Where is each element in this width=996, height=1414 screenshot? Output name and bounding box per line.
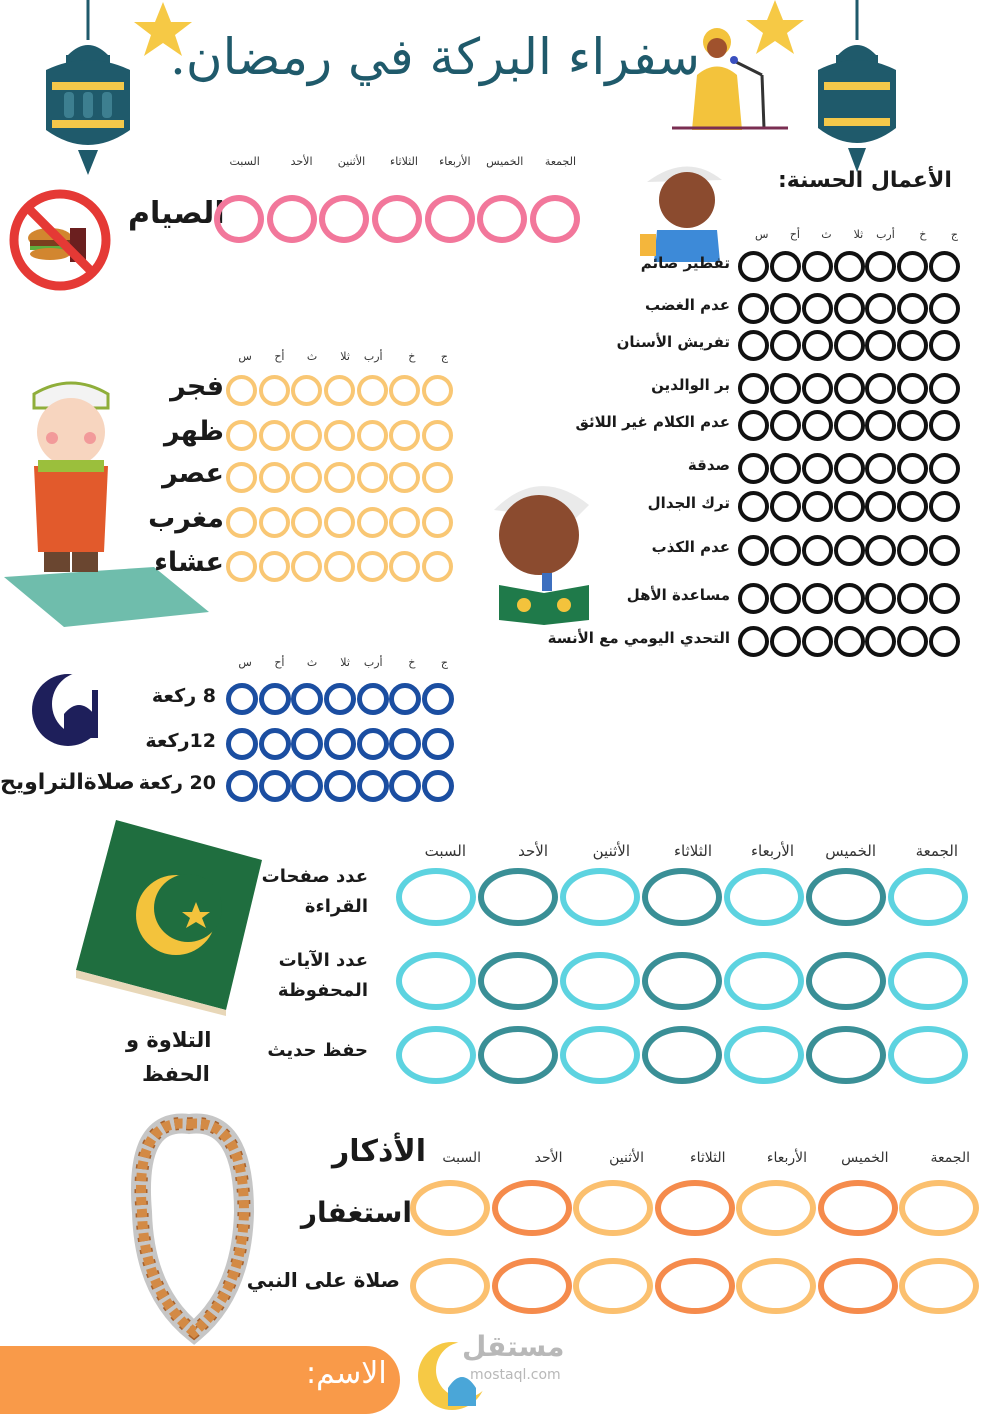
taraweeh-day-checkbox[interactable] [259, 683, 291, 715]
prayer-day-label: أح [274, 350, 285, 363]
quran-day-label: الثلاثاء [673, 842, 712, 860]
watermark-url: mostaql.com [470, 1367, 561, 1383]
deed-day-checkbox[interactable] [802, 491, 833, 522]
deed-day-checkbox[interactable] [834, 330, 865, 361]
prayer-day-checkbox[interactable] [357, 420, 388, 451]
deed-day-checkbox[interactable] [929, 251, 960, 282]
deed-day-checkbox[interactable] [929, 373, 960, 404]
deed-day-checkbox[interactable] [897, 373, 928, 404]
taraweeh-day-checkbox[interactable] [422, 683, 454, 715]
deed-label: تفطير صائم [640, 254, 730, 272]
taraweeh-option-label: 12ركعة [145, 730, 216, 752]
fasting-day-label: الثلاثاء [390, 155, 418, 168]
prayer-label: ظهر [163, 416, 224, 447]
lantern-left-icon [38, 0, 138, 180]
fasting-day-label: الأربعاء [439, 155, 471, 168]
quran-day-checkbox[interactable] [396, 1026, 476, 1084]
fasting-day-checkbox[interactable] [425, 195, 475, 243]
prayer-beads-icon [124, 1112, 264, 1348]
boy-with-lantern-icon [632, 152, 732, 262]
deed-label: عدم الكذب [651, 538, 730, 556]
prayer-day-label: خ [408, 350, 416, 363]
quran-day-checkbox[interactable] [642, 952, 722, 1010]
deed-day-checkbox[interactable] [802, 583, 833, 614]
quran-label-line1: التلاوة و [126, 1028, 212, 1052]
prayer-day-checkbox[interactable] [422, 551, 453, 582]
deed-day-checkbox[interactable] [929, 626, 960, 657]
deed-day-label: س [754, 228, 769, 241]
taraweeh-day-checkbox[interactable] [422, 770, 454, 802]
dhikr-label: الأذكار [332, 1134, 426, 1169]
deed-day-checkbox[interactable] [770, 535, 801, 566]
taraweeh-day-checkbox[interactable] [291, 728, 323, 760]
deed-day-checkbox[interactable] [802, 535, 833, 566]
quran-day-checkbox[interactable] [888, 868, 968, 926]
fasting-day-checkbox[interactable] [372, 195, 422, 243]
taraweeh-day-checkbox[interactable] [259, 728, 291, 760]
prayer-day-checkbox[interactable] [324, 462, 355, 493]
dhikr-day-label: الجمعة [930, 1150, 970, 1166]
taraweeh-day-checkbox[interactable] [324, 728, 356, 760]
dhikr-row-label: صلاة على النبي [246, 1268, 400, 1292]
prayer-day-label: س [238, 350, 252, 363]
deed-day-checkbox[interactable] [738, 453, 769, 484]
deed-day-checkbox[interactable] [897, 410, 928, 441]
taraweeh-day-checkbox[interactable] [226, 728, 258, 760]
deed-day-checkbox[interactable] [834, 251, 865, 282]
taraweeh-day-label: ج [440, 656, 448, 669]
deed-day-label: ث [821, 228, 832, 241]
deed-day-checkbox[interactable] [770, 330, 801, 361]
quran-day-checkbox[interactable] [396, 868, 476, 926]
deed-day-checkbox[interactable] [834, 535, 865, 566]
deed-day-checkbox[interactable] [897, 491, 928, 522]
quran-day-label: السبت [424, 842, 466, 860]
deed-day-checkbox[interactable] [897, 626, 928, 657]
dhikr-day-label: السبت [442, 1150, 481, 1166]
deed-day-checkbox[interactable] [897, 251, 928, 282]
deed-day-checkbox[interactable] [897, 535, 928, 566]
deed-day-checkbox[interactable] [802, 626, 833, 657]
deed-label: صدقة [687, 456, 730, 474]
deed-day-label: ثلا [853, 228, 864, 241]
prayer-day-checkbox[interactable] [226, 375, 257, 406]
page-title: سفراء البركة في رمضان. [170, 28, 700, 86]
prayer-day-checkbox[interactable] [226, 551, 257, 582]
fasting-day-checkbox[interactable] [267, 195, 317, 243]
deed-day-checkbox[interactable] [897, 293, 928, 324]
prayer-day-checkbox[interactable] [389, 462, 420, 493]
fasting-day-checkbox[interactable] [477, 195, 527, 243]
prayer-day-checkbox[interactable] [357, 507, 388, 538]
taraweeh-day-checkbox[interactable] [226, 683, 258, 715]
deed-day-checkbox[interactable] [738, 491, 769, 522]
prayer-day-checkbox[interactable] [422, 462, 453, 493]
taraweeh-day-checkbox[interactable] [226, 770, 258, 802]
dhikr-day-checkbox[interactable] [899, 1180, 979, 1236]
quran-day-label: الأثنين [592, 842, 630, 860]
dhikr-day-checkbox[interactable] [492, 1180, 572, 1236]
prayer-day-checkbox[interactable] [324, 551, 355, 582]
boy-reading-quran-icon [484, 465, 604, 625]
deed-day-checkbox[interactable] [738, 626, 769, 657]
prayer-day-checkbox[interactable] [259, 507, 290, 538]
taraweeh-option-label: 20 ركعة [138, 772, 216, 794]
prayer-day-checkbox[interactable] [357, 375, 388, 406]
dhikr-day-checkbox[interactable] [899, 1258, 979, 1314]
deed-day-checkbox[interactable] [834, 491, 865, 522]
dhikr-day-checkbox[interactable] [655, 1180, 735, 1236]
deed-day-checkbox[interactable] [834, 583, 865, 614]
taraweeh-day-label: ث [306, 656, 318, 669]
prayer-day-checkbox[interactable] [324, 375, 355, 406]
deed-day-checkbox[interactable] [770, 373, 801, 404]
deed-day-checkbox[interactable] [770, 626, 801, 657]
quran-day-checkbox[interactable] [478, 868, 558, 926]
prayer-day-checkbox[interactable] [422, 375, 453, 406]
deed-day-checkbox[interactable] [770, 453, 801, 484]
quran-day-checkbox[interactable] [642, 1026, 722, 1084]
deed-day-checkbox[interactable] [738, 251, 769, 282]
deed-day-checkbox[interactable] [738, 373, 769, 404]
quran-row-label-line2: القراءة [304, 896, 368, 917]
taraweeh-day-checkbox[interactable] [324, 683, 356, 715]
dhikr-day-label: الخميس [841, 1150, 889, 1166]
quran-day-checkbox[interactable] [806, 1026, 886, 1084]
deed-day-label: ج [950, 228, 958, 241]
dhikr-day-checkbox[interactable] [573, 1258, 653, 1314]
prayer-label: مغرب [148, 503, 224, 534]
deed-day-checkbox[interactable] [897, 453, 928, 484]
prayer-label: فجر [170, 371, 224, 402]
deed-day-checkbox[interactable] [865, 293, 896, 324]
deed-day-checkbox[interactable] [770, 410, 801, 441]
deed-day-checkbox[interactable] [802, 293, 833, 324]
dhikr-day-checkbox[interactable] [818, 1258, 898, 1314]
dhikr-day-label: الأربعاء [766, 1150, 807, 1166]
prayer-day-checkbox[interactable] [226, 420, 257, 451]
deed-day-checkbox[interactable] [802, 410, 833, 441]
dhikr-day-checkbox[interactable] [736, 1258, 816, 1314]
deed-day-checkbox[interactable] [802, 453, 833, 484]
dhikr-day-checkbox[interactable] [736, 1180, 816, 1236]
prayer-day-label: أرب [363, 350, 383, 363]
deed-day-checkbox[interactable] [929, 491, 960, 522]
taraweeh-day-checkbox[interactable] [389, 683, 421, 715]
deed-day-checkbox[interactable] [738, 330, 769, 361]
fasting-day-checkbox[interactable] [530, 195, 580, 243]
deed-day-checkbox[interactable] [738, 293, 769, 324]
taraweeh-day-checkbox[interactable] [291, 770, 323, 802]
deed-day-checkbox[interactable] [770, 251, 801, 282]
deed-day-checkbox[interactable] [770, 293, 801, 324]
taraweeh-day-checkbox[interactable] [389, 728, 421, 760]
quran-day-checkbox[interactable] [724, 1026, 804, 1084]
prayer-day-checkbox[interactable] [422, 507, 453, 538]
prayer-day-checkbox[interactable] [259, 420, 290, 451]
taraweeh-label: صلاةالتراويح [0, 770, 135, 795]
deed-day-label: أرب [876, 228, 895, 241]
dhikr-day-checkbox[interactable] [655, 1258, 735, 1314]
deed-day-checkbox[interactable] [738, 410, 769, 441]
taraweeh-day-checkbox[interactable] [357, 683, 389, 715]
deed-day-checkbox[interactable] [865, 453, 896, 484]
prayer-day-checkbox[interactable] [291, 462, 322, 493]
quran-day-checkbox[interactable] [478, 1026, 558, 1084]
dhikr-day-checkbox[interactable] [573, 1180, 653, 1236]
quran-book-icon [76, 820, 262, 1015]
taraweeh-day-label: أح [274, 656, 285, 669]
quran-row-label-line1: حفظ حديث [267, 1040, 368, 1061]
taraweeh-day-checkbox[interactable] [324, 770, 356, 802]
taraweeh-day-checkbox[interactable] [291, 683, 323, 715]
deed-label: ترك الجدال [647, 494, 730, 512]
deed-day-checkbox[interactable] [865, 373, 896, 404]
quran-day-checkbox[interactable] [724, 868, 804, 926]
quran-day-label: الخميس [825, 842, 876, 860]
dhikr-day-label: الأحد [534, 1150, 563, 1166]
prayer-day-label: ث [306, 350, 318, 363]
dhikr-day-checkbox[interactable] [410, 1180, 490, 1236]
taraweeh-day-checkbox[interactable] [389, 770, 421, 802]
prayer-label: عصر [162, 458, 224, 489]
fasting-day-checkbox[interactable] [214, 195, 264, 243]
quran-row-label-line1: عدد صفحات [261, 866, 368, 887]
deed-day-checkbox[interactable] [865, 251, 896, 282]
taraweeh-day-label: س [238, 656, 252, 669]
name-label: الاسم: [306, 1356, 387, 1391]
prayer-day-checkbox[interactable] [389, 551, 420, 582]
deed-label: عدم الغضب [644, 296, 730, 314]
taraweeh-day-label: أرب [363, 656, 383, 669]
prayer-day-checkbox[interactable] [291, 507, 322, 538]
prayer-day-checkbox[interactable] [422, 420, 453, 451]
dhikr-row-label: استغفار [300, 1196, 412, 1229]
deed-day-checkbox[interactable] [865, 535, 896, 566]
prayer-day-checkbox[interactable] [226, 507, 257, 538]
dhikr-day-checkbox[interactable] [818, 1180, 898, 1236]
taraweeh-option-label: 8 ركعة [151, 685, 216, 707]
quran-label-line2: الحفظ [142, 1062, 210, 1086]
prayer-day-checkbox[interactable] [259, 462, 290, 493]
deed-day-checkbox[interactable] [929, 583, 960, 614]
taraweeh-day-label: خ [408, 656, 416, 669]
deed-label: مساعدة الأهل [626, 586, 730, 604]
prayer-label: عشاء [154, 547, 224, 578]
quran-day-checkbox[interactable] [888, 1026, 968, 1084]
deed-day-checkbox[interactable] [897, 330, 928, 361]
quran-day-checkbox[interactable] [396, 952, 476, 1010]
deed-label: عدم الكلام غير اللائق [575, 413, 730, 431]
quran-day-checkbox[interactable] [560, 952, 640, 1010]
deed-day-checkbox[interactable] [802, 330, 833, 361]
deed-day-checkbox[interactable] [929, 535, 960, 566]
deed-day-checkbox[interactable] [929, 330, 960, 361]
fasting-day-label: الأثنين [337, 155, 366, 168]
quran-row-label-line1: عدد الآيات [278, 950, 368, 971]
dhikr-day-checkbox[interactable] [410, 1258, 490, 1314]
prayer-day-checkbox[interactable] [324, 420, 355, 451]
fasting-day-label: الأحد [290, 155, 313, 168]
prayer-day-label: ج [440, 350, 448, 363]
deed-label: تفريش الأسنان [616, 333, 730, 351]
deed-day-checkbox[interactable] [929, 293, 960, 324]
fasting-day-label: السبت [229, 155, 260, 168]
dhikr-day-label: الأثنين [609, 1150, 644, 1166]
quran-day-checkbox[interactable] [806, 868, 886, 926]
deed-day-checkbox[interactable] [738, 535, 769, 566]
prayer-day-checkbox[interactable] [291, 420, 322, 451]
fasting-day-checkbox[interactable] [319, 195, 369, 243]
no-food-icon [8, 188, 112, 292]
deed-day-checkbox[interactable] [834, 410, 865, 441]
quran-day-checkbox[interactable] [478, 952, 558, 1010]
deed-day-label: خ [919, 228, 927, 241]
deed-day-checkbox[interactable] [865, 583, 896, 614]
quran-day-checkbox[interactable] [560, 1026, 640, 1084]
deed-label: بر الوالدين [651, 376, 730, 394]
quran-day-checkbox[interactable] [724, 952, 804, 1010]
quran-day-checkbox[interactable] [888, 952, 968, 1010]
taraweeh-day-checkbox[interactable] [357, 770, 389, 802]
prayer-day-checkbox[interactable] [357, 551, 388, 582]
deed-label: التحدي اليومي مع الأنسة [547, 629, 730, 647]
deed-day-checkbox[interactable] [802, 373, 833, 404]
quran-day-label: الأحد [518, 842, 548, 860]
prayer-day-label: ثلا [340, 350, 350, 363]
deed-day-checkbox[interactable] [865, 491, 896, 522]
fasting-label: الصيام [128, 196, 225, 231]
deed-day-checkbox[interactable] [929, 410, 960, 441]
quran-row-label-line2: المحفوظة [277, 980, 368, 1001]
prayer-day-checkbox[interactable] [259, 375, 290, 406]
quran-day-checkbox[interactable] [560, 868, 640, 926]
deed-day-checkbox[interactable] [802, 251, 833, 282]
good-deeds-heading: الأعمال الحسنة: [778, 168, 952, 193]
quran-day-label: الجمعة [915, 842, 958, 860]
prayer-day-checkbox[interactable] [389, 507, 420, 538]
deed-day-checkbox[interactable] [929, 453, 960, 484]
prayer-day-checkbox[interactable] [259, 551, 290, 582]
deed-day-checkbox[interactable] [834, 373, 865, 404]
crescent-mosque-icon [30, 670, 110, 750]
deed-day-checkbox[interactable] [897, 583, 928, 614]
taraweeh-day-checkbox[interactable] [422, 728, 454, 760]
lantern-right-icon [810, 0, 905, 175]
dhikr-day-label: الثلاثاء [690, 1150, 726, 1166]
deed-day-checkbox[interactable] [770, 491, 801, 522]
deed-day-checkbox[interactable] [865, 330, 896, 361]
taraweeh-day-checkbox[interactable] [357, 728, 389, 760]
quran-day-label: الأربعاء [750, 842, 794, 860]
deed-day-checkbox[interactable] [738, 583, 769, 614]
prayer-day-checkbox[interactable] [291, 551, 322, 582]
watermark-text: مستقل [462, 1330, 565, 1363]
taraweeh-day-checkbox[interactable] [259, 770, 291, 802]
dhikr-day-checkbox[interactable] [492, 1258, 572, 1314]
deed-day-checkbox[interactable] [865, 626, 896, 657]
prayer-day-checkbox[interactable] [324, 507, 355, 538]
deed-day-checkbox[interactable] [834, 453, 865, 484]
quran-day-checkbox[interactable] [806, 952, 886, 1010]
prayer-day-checkbox[interactable] [357, 462, 388, 493]
quran-day-checkbox[interactable] [642, 868, 722, 926]
fasting-day-label: الخميس [486, 155, 524, 168]
prayer-day-checkbox[interactable] [389, 420, 420, 451]
deed-day-label: أح [789, 228, 800, 241]
deed-day-checkbox[interactable] [770, 583, 801, 614]
prayer-day-checkbox[interactable] [226, 462, 257, 493]
deed-day-checkbox[interactable] [865, 410, 896, 441]
deed-day-checkbox[interactable] [834, 626, 865, 657]
prayer-day-checkbox[interactable] [389, 375, 420, 406]
prayer-day-checkbox[interactable] [291, 375, 322, 406]
taraweeh-day-label: ثلا [340, 656, 350, 669]
fasting-day-label: الجمعة [544, 155, 576, 168]
deed-day-checkbox[interactable] [834, 293, 865, 324]
